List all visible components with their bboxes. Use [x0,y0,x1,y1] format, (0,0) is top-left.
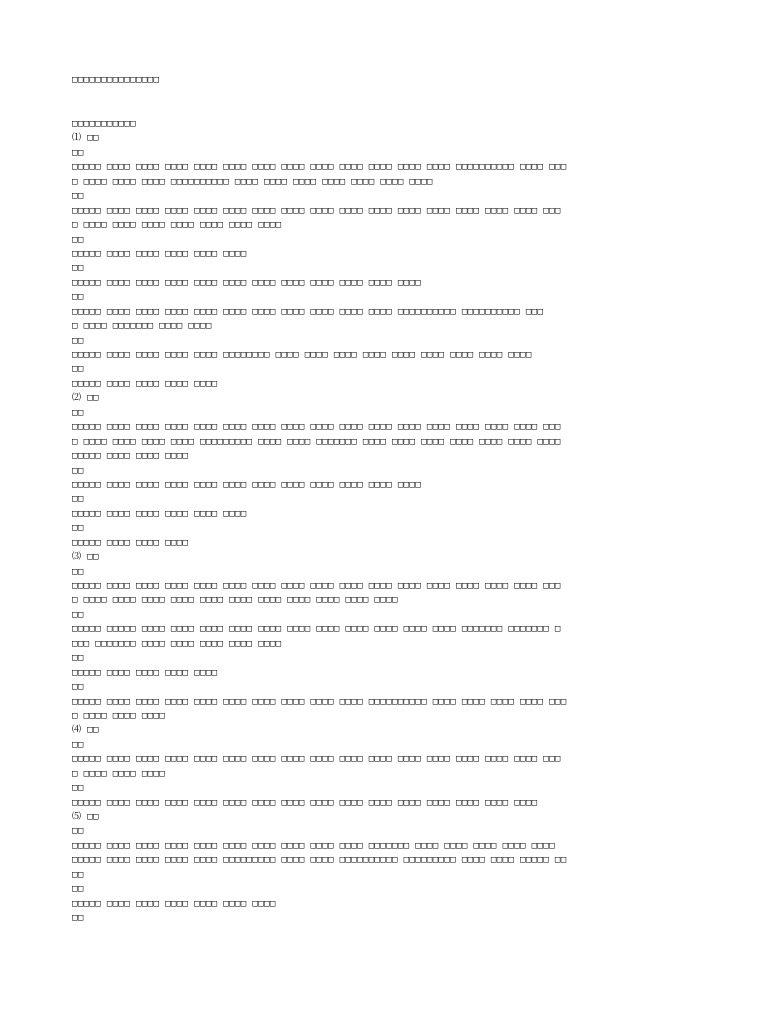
text-line: □□□□□ □□□□ □□□□ □□□□ □□□□ □□□□ □□□□ □□□□ □□□□ □□□□ □□□□ □□□□ □□□□ □□□□□□□□□□ □□□□ □□□ [72,162,567,173]
text-line: □□ [72,884,84,895]
text-line: □□ [72,335,84,346]
text-line: □□ [72,364,84,375]
text-line: □□ [72,292,84,303]
text-line: □□ [72,465,84,476]
text-line: □□□□□ □□□□ □□□□ □□□□ □□□□ □□□□ □□□□ □□□□ □□□□ □□□□ □□□□ □□□□ □□□□ □□□□ □□□□ □□□□ □□□ [72,205,561,216]
text-line: ⑷ □□ [72,725,99,736]
text-line: □ □□□□ □□□□ □□□□ □□□□□□□□□□ □□□□ □□□□ □□□□ □□□□ □□□□ □□□□ □□□□ [72,176,433,187]
text-line: □ □□□□ □□□□ □□□□ □□□□ □□□□ □□□□ □□□□ [72,220,282,231]
text-line: □□ [72,739,84,750]
text-line: □□ [72,494,84,505]
text-line: □□ [72,913,84,924]
text-line: □□□□□ □□□□ □□□□ □□□□ □□□□ □□□□ □□□□ [72,898,276,909]
text-line: □□□□□ □□□□ □□□□ □□□□ [72,537,189,548]
text-line: □□ [72,609,84,620]
text-line: □□□□□ □□□□ □□□□ □□□□ □□□□ □□□□ [72,248,247,259]
text-line: □□□□□ □□□□ □□□□ □□□□ □□□□ □□□□ □□□□ □□□□ □□□□ □□□□ □□□□ □□□□ [72,277,422,288]
text-line: □□□□□ □□□□ □□□□ □□□□ □□□□ □□□□ □□□□ □□□□ □□□□ □□□□ □□□□ □□□□ □□□□ □□□□ □□□□ □□□□ [72,797,538,808]
text-line: □□□□□ □□□□ □□□□ □□□□ □□□□ [72,378,218,389]
text-line: □□ [72,566,84,577]
text-line: □□□□□ □□□□ □□□□ □□□□ □□□□ □□□□□□□□ □□□□ □□□□ □□□□ □□□□ □□□□ □□□□ □□□□ □□□□ □□□□ [72,350,532,360]
text-line: □□ [72,147,84,158]
text-line: □ □□□□ □□□□ □□□□ □□□□ □□□□ □□□□ □□□□ □□□□ □□□□ □□□□ □□□□ [72,595,398,606]
text-line: □ □□□□ □□□□ □□□□ [72,710,166,721]
text-line: ⑶ □□ [72,552,99,563]
text-line: □□□□□ □□□□ □□□□ □□□□ □□□□ □□□□ □□□□ □□□□ □□□□ □□□□ □□□□ □□□□ □□□□ □□□□ □□□□ □□□□ □□□ [72,422,561,433]
text-line: □□ [72,826,84,837]
text-line: □□□□□ □□□□ □□□□ □□□□ □□□□ □□□□ □□□□ □□□□ □□□□ □□□□ □□□□ □□□□ □□□□ □□□□ □□□□ □□□□ □□□ [72,754,561,765]
text-line: □□□□□ □□□□ □□□□ □□□□ □□□□ □□□□ □□□□ □□□□ □□□□ □□□□ □□□□ □□□□ [72,479,422,490]
text-line: □ □□□□ □□□□ □□□□ [72,768,166,779]
text-line: ⑴ □□ [72,133,99,144]
text-line: □□ [72,869,84,880]
text-line: □□□□□ □□□□ □□□□ □□□□ □□□□ □□□□ [72,508,247,519]
text-line: ⑸ □□ [72,812,99,822]
text-line: □ □□□□ □□□□ □□□□ □□□□ □□□□□□□□□ □□□□ □□□□ □□□□□□□ □□□□ □□□□ □□□□ □□□□ □□□□ □□□□ □□□□ [72,436,561,447]
text-line: □□□□□ □□□□ □□□□ □□□□ □□□□ □□□□ □□□□ □□□□ □□□□ □□□□ □□□□ □□□□ □□□□ □□□□ □□□□ □□□□ □□□ [72,581,561,591]
text-line: □□□□□□□□□□□ [72,119,137,129]
text-line: □□□□□ □□□□ □□□□ □□□□ [72,451,189,462]
text-line: □□ [72,263,84,274]
text-line: □□ [72,523,84,534]
text-line: □□□□□ □□□□ □□□□ □□□□ □□□□ □□□□□□□□□ □□□□ □□□□ □□□□□□□□□□ □□□□□□□□□ □□□□ □□□□ □□□□□ □□ [72,855,567,866]
text-line: □□□□□ □□□□ □□□□ □□□□ □□□□ □□□□ □□□□ □□□□ □□□□ □□□□ □□□□ □□□□□□□□□□ □□□□□□□□□□ □□□ [72,306,544,317]
text-line: □□□□□ □□□□ □□□□ □□□□ □□□□ [72,667,218,678]
text-line: □□ [72,191,84,202]
text-line: □□ [72,234,84,245]
text-line: □□ [72,682,84,693]
text-line: ⑵ □□ [72,393,99,404]
text-line: □□ [72,783,84,794]
text-line: □□□□□ □□□□ □□□□ □□□□ □□□□ □□□□ □□□□ □□□□ □□□□ □□□□ □□□□□□□ □□□□ □□□□ □□□□ □□□□ □□□□ [72,840,555,851]
text-line: □□□□□ □□□□□ □□□□ □□□□ □□□□ □□□□ □□□□ □□□□ □□□□ □□□□ □□□□ □□□□ □□□□ □□□□□□□ □□□□□□□ □ [72,624,561,635]
text-line: □□□ □□□□□□□ □□□□ □□□□ □□□□ □□□□ □□□□ [72,638,282,649]
text-line: □□ [72,407,84,418]
text-line: □ □□□□ □□□□□□□ □□□□ □□□□ [72,321,212,332]
text-line: □□ [72,653,84,664]
document-body [72,117,696,926]
document-title: □□□□□□□□□□□□□□□ [72,75,160,85]
text-line: □□□□□ □□□□ □□□□ □□□□ □□□□ □□□□ □□□□ □□□□ □□□□ □□□□ □□□□□□□□□□ □□□□ □□□□ □□□□ □□□□ □□□ [72,696,567,707]
